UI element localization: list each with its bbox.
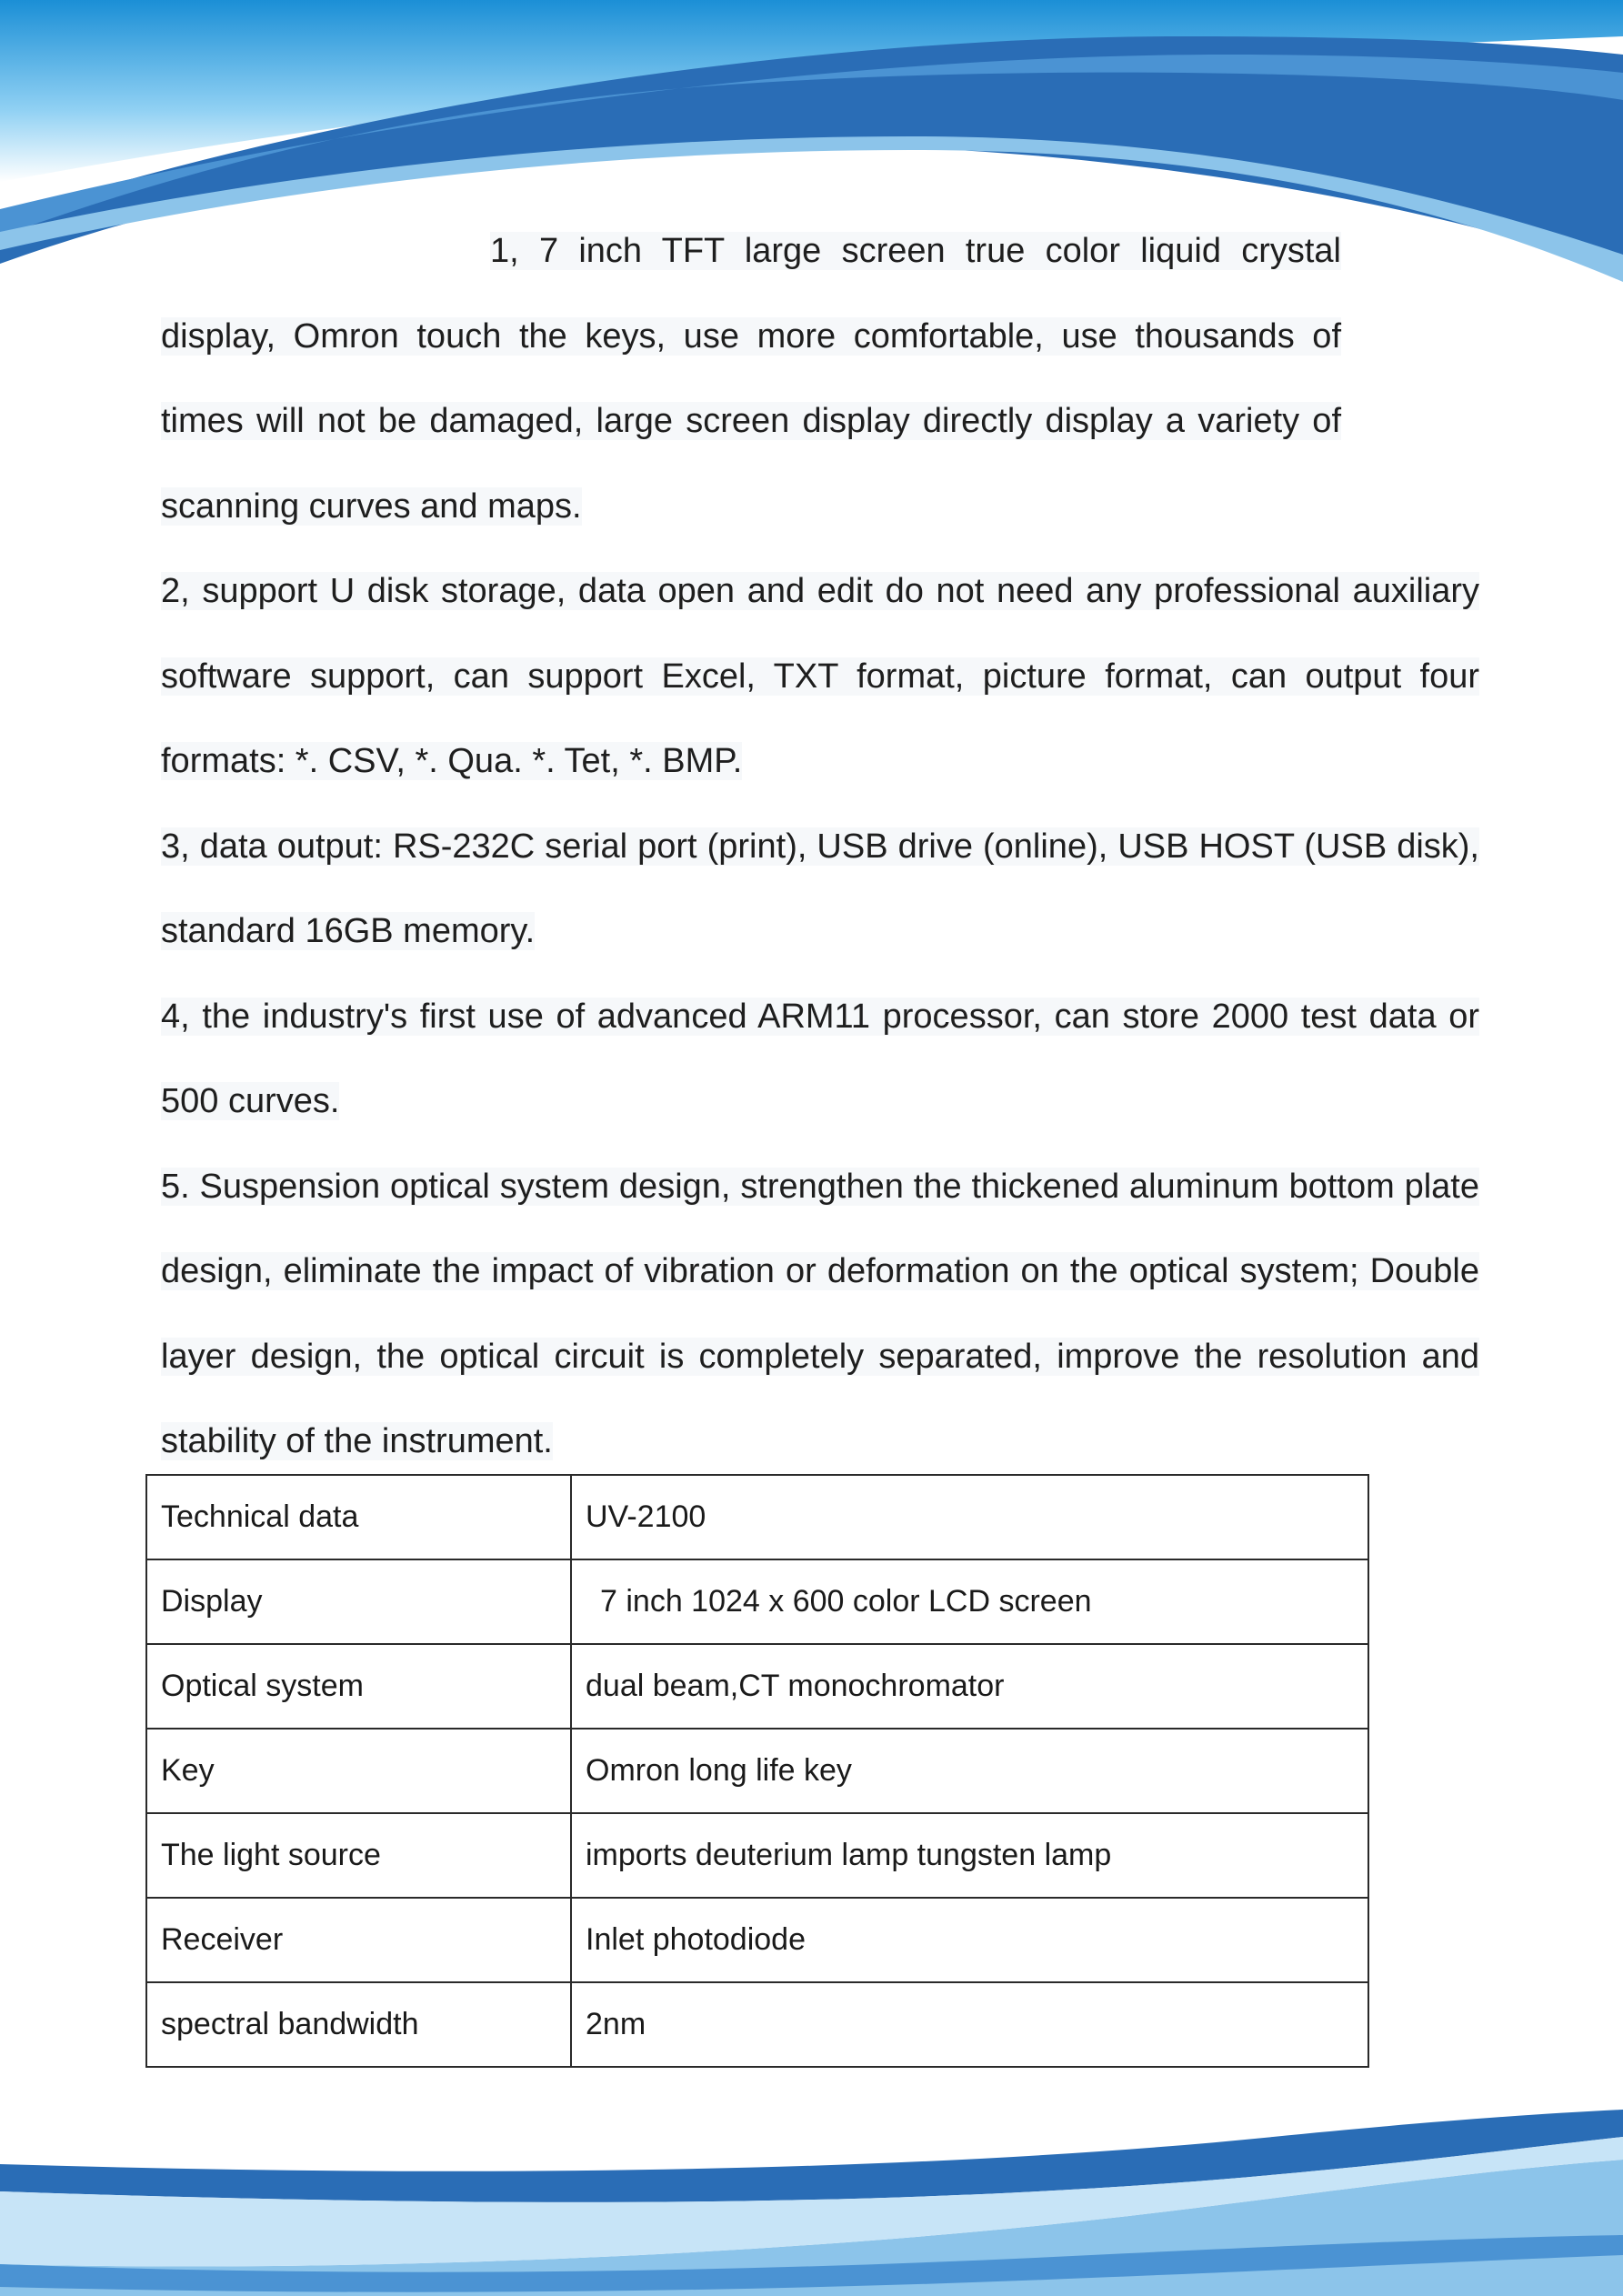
spec-table: [145, 1474, 1369, 2068]
spec-label: Key: [146, 1729, 571, 1813]
table-row: [146, 1729, 1368, 1813]
spec-label: Technical data: [146, 1475, 571, 1559]
spec-value: UV-2100: [571, 1475, 1368, 1559]
spec-label: The light source: [146, 1813, 571, 1898]
table-row: [146, 1559, 1368, 1644]
spec-value: [571, 1559, 1368, 1644]
footer-wave-decoration: [0, 2082, 1623, 2296]
table-row: [146, 1644, 1368, 1729]
spec-label: Receiver: [146, 1898, 571, 1982]
table-row: [146, 1982, 1368, 2067]
spec-label: Display: [146, 1559, 571, 1644]
spec-value: Inlet photodiode: [571, 1898, 1368, 1982]
table-row: [146, 1813, 1368, 1898]
spec-value: dual beam,CT monochromator: [571, 1644, 1368, 1729]
spec-label: spectral bandwidth: [146, 1982, 571, 2067]
spec-value: Omron long life key: [571, 1729, 1368, 1813]
spec-value-text: 7 inch 1024 x 600 color LCD screen: [600, 1584, 1092, 1619]
feature-list: [161, 209, 1479, 1485]
table-row: [146, 1898, 1368, 1982]
feature-paragraph-5: 5. Suspension optical system design, strengthen the thickened aluminum bottom plate design, eliminate the impact of vibration or deformation on the optical system; Double layer design, the optical circuit is completely separated, improve the resolution and stability of the instrument.: [161, 1167, 1479, 1460]
spec-label: Optical system: [146, 1644, 571, 1729]
feature-paragraph-1: 1, 7 inch TFT large screen true color liquid crystal display, Omron touch the keys, use more comfortable, use thousands of times will not be damaged, large screen display directly display a variety of scanning curves and maps.: [161, 232, 1341, 526]
table-row: [146, 1475, 1368, 1559]
feature-paragraph-2: 2, support U disk storage, data open and edit do not need any professional auxiliary software support, can support Excel, TXT format, picture format, can output four formats: *. CSV, *. Qua. *. Tet, *. BMP.: [161, 572, 1479, 780]
spec-value: imports deuterium lamp tungsten lamp: [571, 1813, 1368, 1898]
feature-paragraph-4: 4, the industry's first use of advanced ARM11 processor, can store 2000 test data or 500 curves.: [161, 997, 1479, 1120]
feature-paragraph-3: 3, data output: RS-232C serial port (print), USB drive (online), USB HOST (USB disk), standard 16GB memory.: [161, 827, 1479, 950]
spec-value: 2nm: [571, 1982, 1368, 2067]
